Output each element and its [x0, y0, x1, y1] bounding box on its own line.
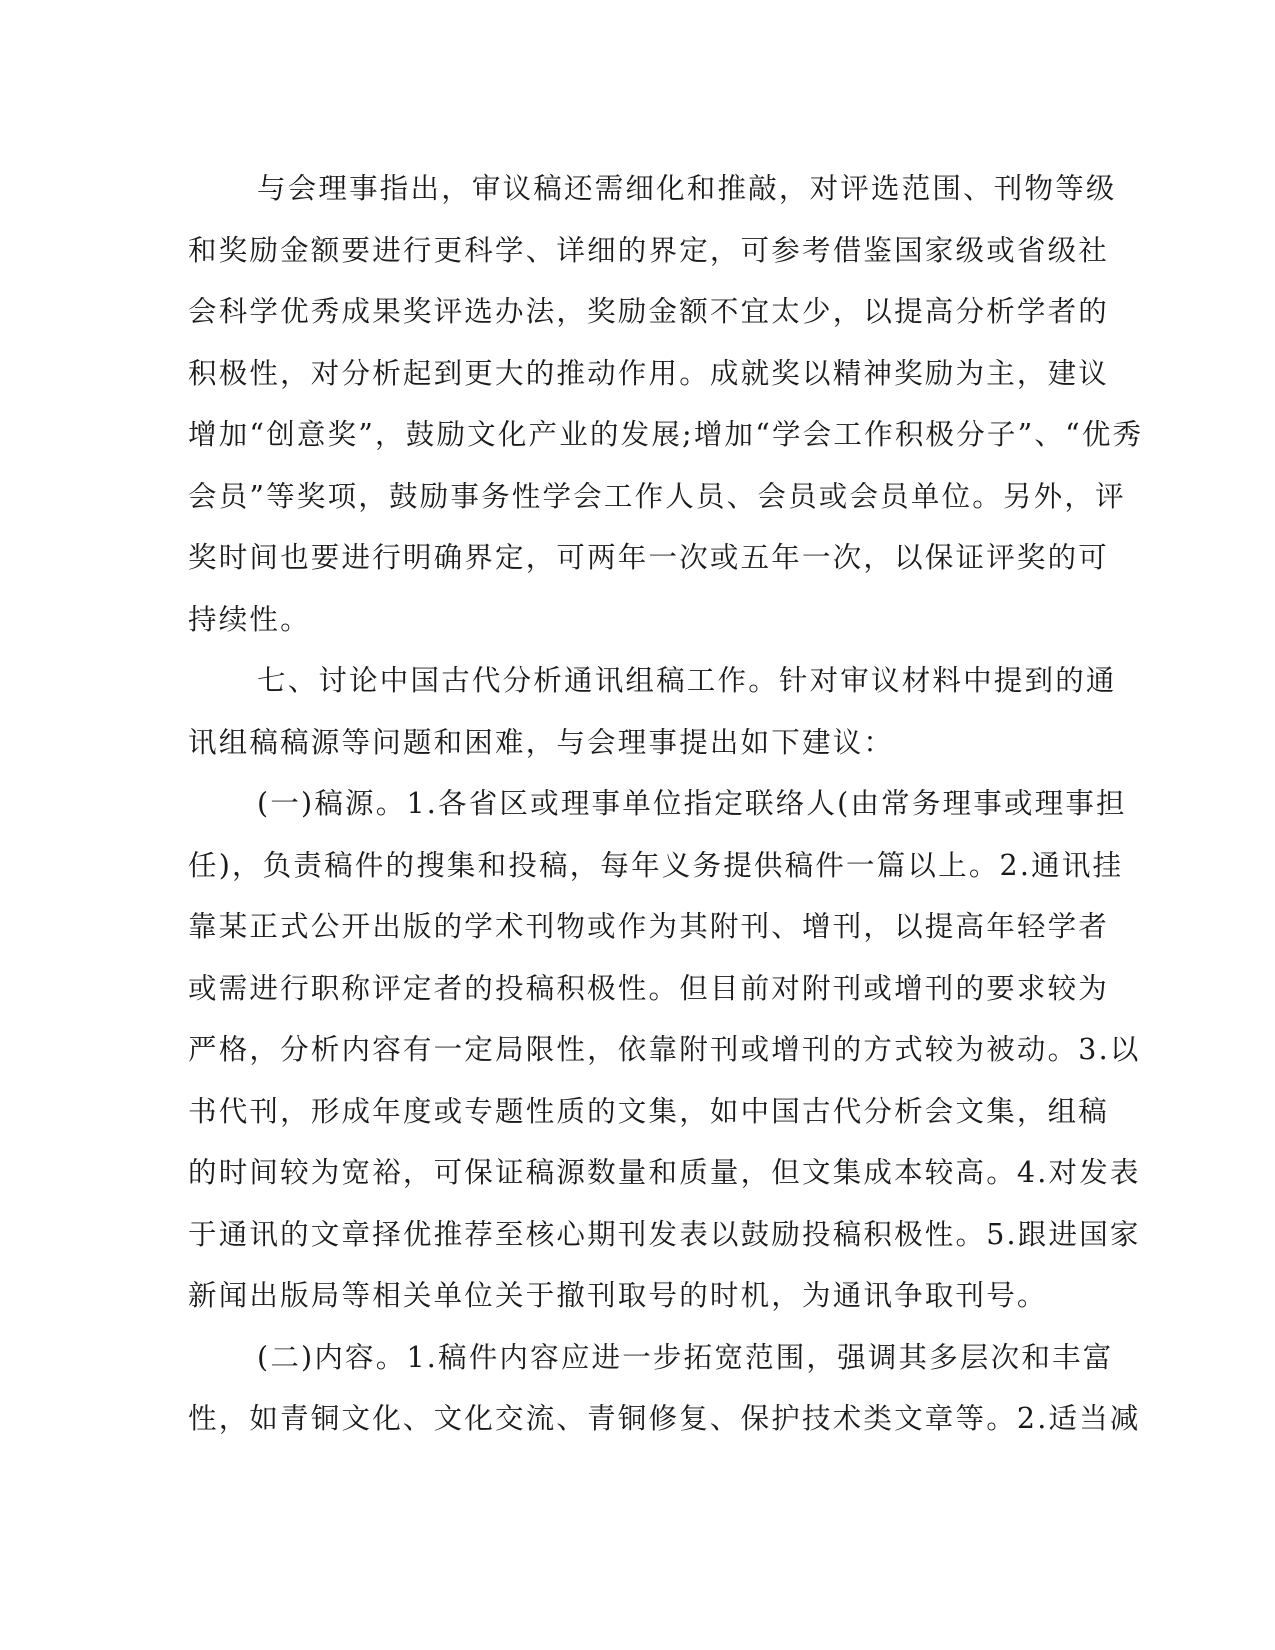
paragraph-line: 于通讯的文章择优推荐至核心期刊发表以鼓励投稿积极性。5.跟进国家 [188, 1217, 1141, 1251]
paragraph-line: 任)，负责稿件的搜集和投稿，每年义务提供稿件一篇以上。2.通讯挂 [188, 848, 1124, 882]
paragraph-line: 持续性。 [188, 602, 311, 636]
paragraph-line: 靠某正式公开出版的学术刊物或作为其附刊、增刊，以提高年轻学者 [188, 910, 1110, 943]
paragraph-line: 增加“创意奖”，鼓励文化产业的发展;增加“学会工作积极分子”、“优秀 [188, 418, 1144, 451]
paragraph-line: 会科学优秀成果奖评选办法，奖励金额不宜太少，以提高分析学者的 [188, 295, 1110, 328]
paragraph-line: 新闻出版局等相关单位关于撤刊取号的时机，为通讯争取刊号。 [188, 1279, 1048, 1312]
subsection-line: (一)稿源。1.各省区或理事单位指定联络人(由常务理事或理事担 [257, 787, 1127, 820]
paragraph-line: 积极性，对分析起到更大的推动作用。成就奖以精神奖励为主，建议 [188, 356, 1110, 390]
paragraph-line: 会员”等奖项，鼓励事务性学会工作人员、会员或会员单位。另外，评 [188, 479, 1126, 513]
paragraph-line: 性，如青铜文化、文化交流、青铜修复、保护技术类文章等。2.适当减 [188, 1402, 1141, 1435]
paragraph-line: 与会理事指出，审议稿还需细化和推敲，对评选范围、刊物等级 [257, 172, 1117, 205]
subsection-line: (二)内容。1.稿件内容应进一步拓宽范围，强调其多层次和丰富 [257, 1340, 1114, 1374]
paragraph-line: 奖时间也要进行明确界定，可两年一次或五年一次，以保证评奖的可 [188, 541, 1110, 574]
paragraph-line: 讯组稿稿源等问题和困难，与会理事提出如下建议： [188, 725, 895, 759]
paragraph-line: 或需进行职称评定者的投稿积极性。但目前对附刊或增刊的要求较为 [188, 971, 1110, 1005]
paragraph-line: 和奖励金额要进行更科学、详细的界定，可参考借鉴国家级或省级社 [188, 233, 1110, 267]
paragraph-line: 的时间较为宽裕，可保证稿源数量和质量，但文集成本较高。4.对发表 [188, 1156, 1141, 1189]
document-body [188, 158, 1144, 1450]
paragraph-line: 严格，分析内容有一定局限性，依靠附刊或增刊的方式较为被动。3.以 [188, 1033, 1141, 1066]
paragraph-line: 书代刊，形成年度或专题性质的文集，如中国古代分析会文集，组稿 [188, 1094, 1110, 1128]
section-heading-line: 七、讨论中国古代分析通讯组稿工作。针对审议材料中提到的通 [257, 664, 1117, 697]
